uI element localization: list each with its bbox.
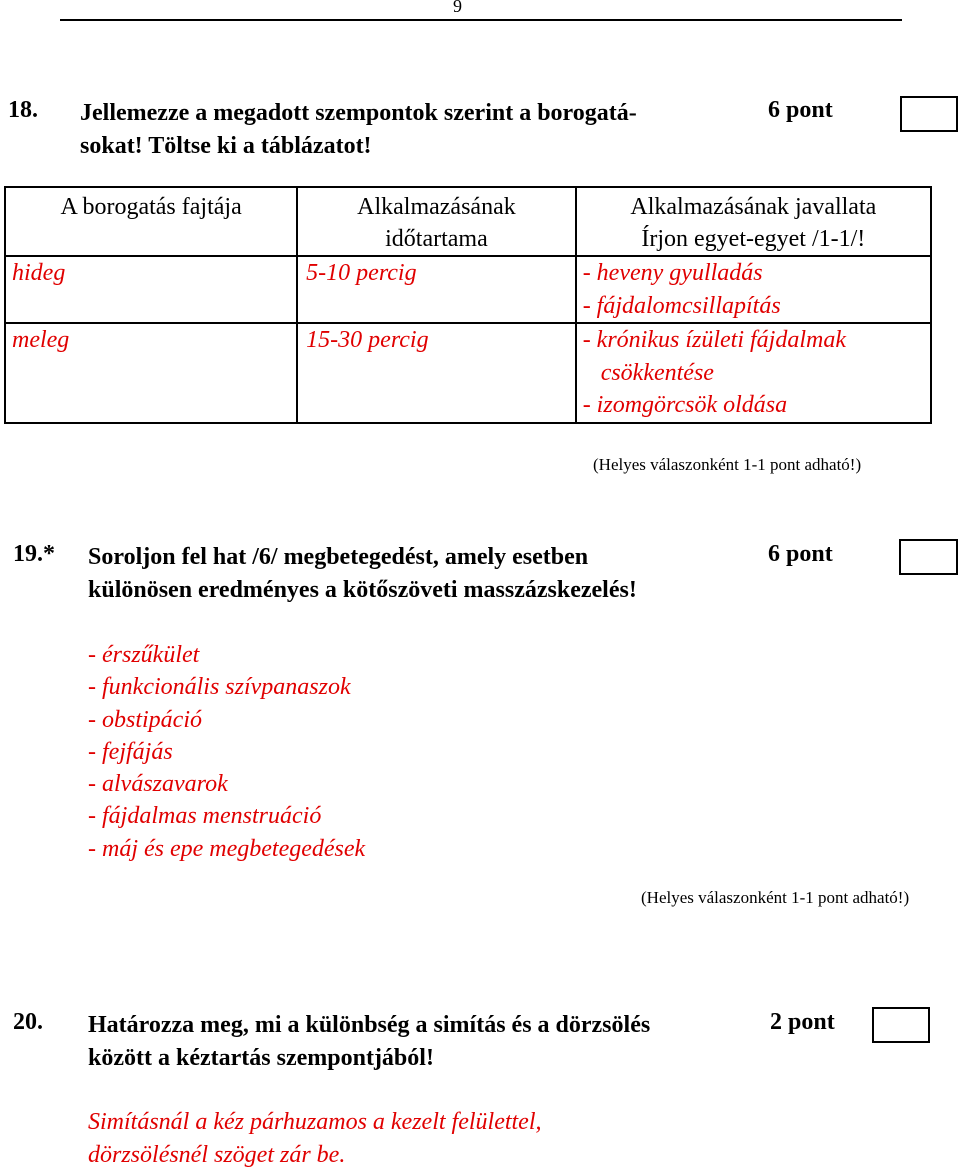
table-header-row (5, 187, 931, 256)
header-rule (60, 19, 902, 21)
q19-score-box[interactable] (899, 539, 958, 575)
table-header-type: A borogatás fajtája (5, 187, 297, 256)
q20-score-box[interactable] (872, 1007, 930, 1043)
table-header-indication-line1: Alkalmazásának javallata (630, 194, 877, 220)
table-header-duration (297, 187, 576, 256)
list-item: - alvászavarok (88, 771, 228, 798)
q18-text-line1: Jellemezze a megadott szempontok szerint a borogatá- (80, 100, 637, 126)
indication-line: csökkentése (600, 359, 714, 386)
list-item: - fájdalmas menstruáció (88, 803, 322, 830)
table-header-indication (576, 187, 931, 256)
q19-text (88, 541, 637, 607)
table-row (5, 323, 931, 423)
q19-answer-list (88, 639, 365, 865)
row-duration: 15-30 percig (297, 323, 576, 423)
q20-number: 20. (13, 1009, 43, 1035)
indication-line: - izomgörcsök oldása (582, 392, 788, 418)
page-number: 9 (453, 0, 462, 16)
indication-line: - krónikus ízületi fájdalmak (582, 327, 846, 353)
table-header-duration-line1: Alkalmazásának (357, 194, 516, 220)
q19-text-line2: különösen eredményes a kötőszöveti masszázskezelés! (88, 577, 637, 603)
q18-table (4, 186, 932, 424)
q20-answer (88, 1106, 542, 1172)
list-item: - obstipáció (88, 706, 202, 733)
q18-score-box[interactable] (900, 96, 958, 132)
q18-scoring-note: (Helyes válaszonként 1-1 pont adható!) (593, 455, 862, 474)
q20-text (88, 1009, 650, 1075)
row-type: meleg (5, 323, 297, 423)
table-row (5, 256, 931, 323)
q20-points: 2 pont (770, 1009, 835, 1035)
q20-answer-line2: dörzsölésnél szöget zár be. (88, 1142, 346, 1168)
q18-text-line2: sokat! Töltse ki a táblázatot! (80, 133, 372, 159)
list-item: - fejfájás (88, 738, 173, 765)
row-type: hideg (5, 256, 297, 323)
indication-line: - fájdalomcsillapítás (582, 292, 781, 319)
list-item: - érszűkület (88, 642, 200, 668)
q20-answer-line1: Simításnál a kéz párhuzamos a kezelt felülettel, (88, 1109, 542, 1135)
list-item: - funkcionális szívpanaszok (88, 674, 351, 701)
row-duration: 5-10 percig (297, 256, 576, 323)
q19-scoring-note: (Helyes válaszonként 1-1 pont adható!) (641, 888, 910, 907)
q20-text-line1: Határozza meg, mi a különbség a simítás és a dörzsölés (88, 1012, 651, 1038)
table-header-duration-line2: időtartama (385, 226, 488, 252)
row-indication (576, 323, 931, 423)
indication-line: - heveny gyulladás (582, 260, 763, 286)
row-indication (576, 256, 931, 323)
q20-text-line2: között a kéztartás szempontjából! (88, 1045, 434, 1071)
q19-number: 19.* (13, 541, 55, 567)
q18-points: 6 pont (768, 97, 833, 123)
q19-points: 6 pont (768, 541, 833, 567)
q18-text (80, 97, 637, 163)
list-item: - máj és epe megbetegedések (88, 835, 366, 862)
q18-number: 18. (8, 97, 38, 123)
q19-text-line1: Soroljon fel hat /6/ megbetegedést, amely esetben (88, 544, 589, 570)
table-header-indication-line2: Írjon egyet-egyet /1-1/! (641, 226, 866, 252)
